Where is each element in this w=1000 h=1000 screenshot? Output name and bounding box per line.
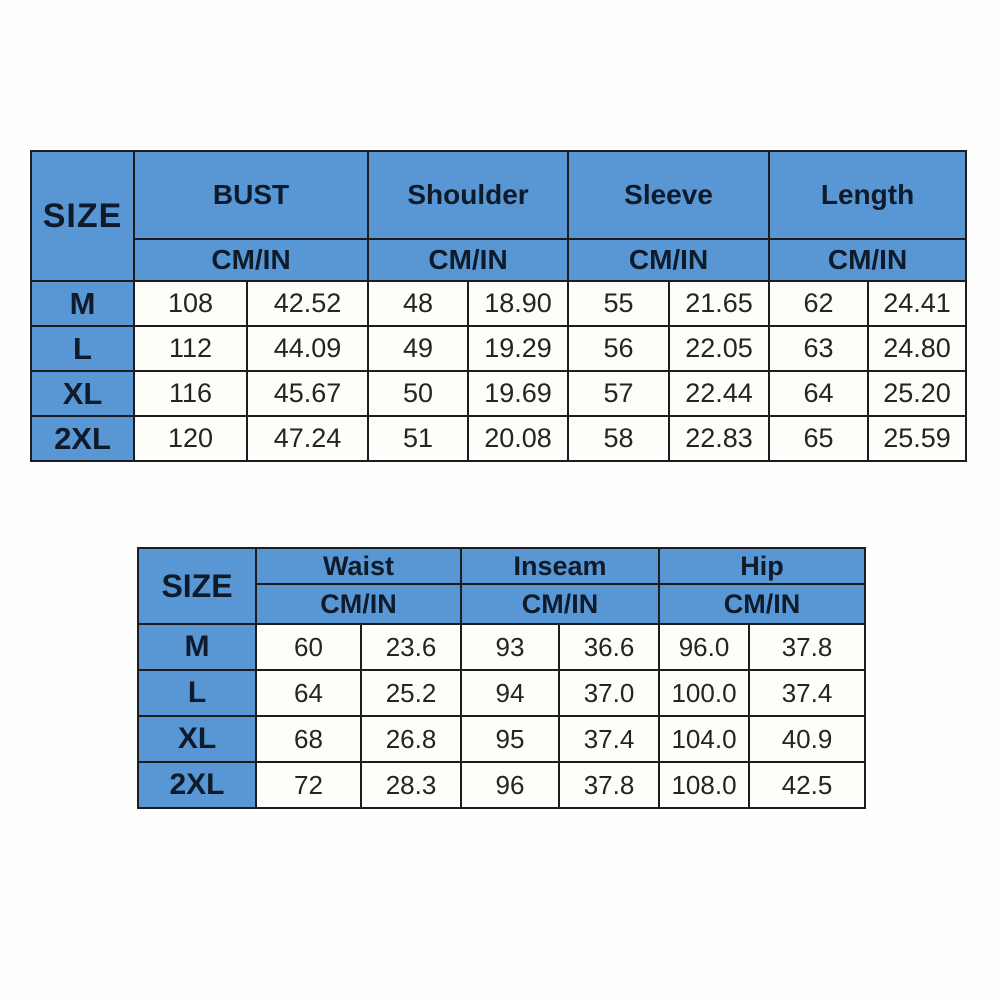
measurement-cell: 37.4 [559,716,659,762]
unit-header: CM/IN [256,584,461,624]
length-column-header: Length [769,151,966,239]
unit-header: CM/IN [568,239,769,281]
measurement-cell: 108.0 [659,762,749,808]
measurement-cell: 64 [769,371,868,416]
measurement-cell: 44.09 [247,326,368,371]
measurement-cell: 96.0 [659,624,749,670]
measurement-cell: 19.29 [468,326,568,371]
size-column-header: SIZE [31,151,134,281]
measurement-cell: 96 [461,762,559,808]
lower-size-table [137,547,866,809]
measurement-cell: 116 [134,371,247,416]
size-column-header: SIZE [138,548,256,624]
measurement-cell: 65 [769,416,868,461]
measurement-cell: 93 [461,624,559,670]
sleeve-column-header: Sleeve [568,151,769,239]
measurement-cell: 68 [256,716,361,762]
measurement-cell: 22.05 [669,326,769,371]
measurement-cell: 24.80 [868,326,966,371]
size-row-label: 2XL [138,762,256,808]
measurement-cell: 50 [368,371,468,416]
bust-column-header: BUST [134,151,368,239]
size-row-label: XL [31,371,134,416]
measurement-cell: 45.67 [247,371,368,416]
upper-size-table [30,150,967,462]
table-row [138,762,865,808]
unit-header: CM/IN [769,239,966,281]
measurement-cell: 47.24 [247,416,368,461]
measurement-cell: 72 [256,762,361,808]
measurement-cell: 37.8 [559,762,659,808]
measurement-cell: 94 [461,670,559,716]
measurement-cell: 63 [769,326,868,371]
measurement-cell: 23.6 [361,624,461,670]
measurement-cell: 37.8 [749,624,865,670]
measurement-cell: 25.59 [868,416,966,461]
measurement-cell: 37.4 [749,670,865,716]
size-row-label: 2XL [31,416,134,461]
table-row [31,371,966,416]
size-row-label: XL [138,716,256,762]
unit-header: CM/IN [659,584,865,624]
size-row-label: L [31,326,134,371]
measurement-cell: 24.41 [868,281,966,326]
measurement-cell: 19.69 [468,371,568,416]
unit-header: CM/IN [368,239,568,281]
measurement-cell: 25.20 [868,371,966,416]
unit-header: CM/IN [134,239,368,281]
measurement-cell: 112 [134,326,247,371]
table-row [31,326,966,371]
measurement-cell: 49 [368,326,468,371]
table-row [138,716,865,762]
measurement-cell: 48 [368,281,468,326]
measurement-cell: 100.0 [659,670,749,716]
inseam-column-header: Inseam [461,548,659,584]
shoulder-column-header: Shoulder [368,151,568,239]
measurement-cell: 55 [568,281,669,326]
unit-header: CM/IN [461,584,659,624]
measurement-cell: 95 [461,716,559,762]
measurement-cell: 62 [769,281,868,326]
measurement-cell: 104.0 [659,716,749,762]
measurement-cell: 108 [134,281,247,326]
table-row [138,624,865,670]
size-row-label: M [138,624,256,670]
size-row-label: L [138,670,256,716]
measurement-cell: 51 [368,416,468,461]
measurement-cell: 40.9 [749,716,865,762]
measurement-cell: 28.3 [361,762,461,808]
measurement-cell: 58 [568,416,669,461]
measurement-cell: 22.83 [669,416,769,461]
measurement-cell: 56 [568,326,669,371]
measurement-cell: 18.90 [468,281,568,326]
table-row [31,416,966,461]
table-row [31,281,966,326]
measurement-cell: 36.6 [559,624,659,670]
measurement-cell: 26.8 [361,716,461,762]
measurement-cell: 120 [134,416,247,461]
measurement-cell: 64 [256,670,361,716]
measurement-cell: 37.0 [559,670,659,716]
hip-column-header: Hip [659,548,865,584]
measurement-cell: 25.2 [361,670,461,716]
measurement-cell: 42.5 [749,762,865,808]
table-row [138,670,865,716]
size-row-label: M [31,281,134,326]
measurement-cell: 57 [568,371,669,416]
measurement-cell: 42.52 [247,281,368,326]
measurement-cell: 22.44 [669,371,769,416]
measurement-cell: 60 [256,624,361,670]
measurement-cell: 21.65 [669,281,769,326]
waist-column-header: Waist [256,548,461,584]
measurement-cell: 20.08 [468,416,568,461]
